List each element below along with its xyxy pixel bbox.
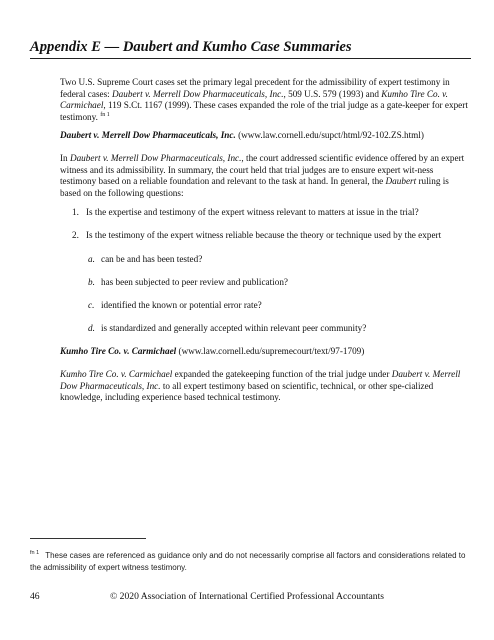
daubert-ruling-name: Daubert bbox=[385, 176, 417, 187]
kumho-url: (www.law.cornell.edu/supremecourt/text/97-1709) bbox=[176, 346, 365, 356]
question-text: Is the expertise and testimony of the expert witness relevant to matters at issue in the trial? bbox=[86, 207, 419, 217]
question-number: 1. bbox=[72, 207, 79, 217]
sub-question-b bbox=[88, 277, 468, 289]
footnote-text: These cases are referenced as guidance only and do not necessarily comprise all factors and considerations related to the admissibility of expert witness testimony. bbox=[30, 551, 466, 572]
sub-text: can be and has been tested? bbox=[101, 254, 203, 264]
footnote-reference: fn 1 bbox=[100, 111, 110, 118]
intro-paragraph bbox=[60, 77, 470, 123]
copyright-notice: © 2020 Association of International Certified Professional Accountants bbox=[110, 591, 384, 602]
daubert-url: (www.law.cornell.edu/supct/html/92-102.ZS.html) bbox=[235, 130, 424, 140]
kumho-section-heading bbox=[60, 346, 470, 358]
sub-question-c bbox=[88, 300, 468, 312]
intro-text-2: , 509 U.S. 579 (1993) and bbox=[283, 88, 382, 99]
kumho-title: Kumho Tire Co. v. Carmichael bbox=[60, 346, 177, 356]
intro-case-kumho: Kumho Tire Co. v. Carmichael bbox=[60, 88, 448, 111]
sub-letter: d. bbox=[88, 323, 95, 333]
question-1 bbox=[72, 207, 472, 219]
intro-text-1: Two U.S. Supreme Court cases set the primary legal precedent for the admissibility of expert testimony in federal cases: bbox=[60, 77, 450, 99]
footnote bbox=[30, 550, 470, 573]
daubert-title: Daubert v. Merrell Dow Pharmaceuticals, Inc. bbox=[60, 130, 236, 140]
question-2 bbox=[72, 230, 472, 242]
heading-rule bbox=[30, 58, 471, 59]
daubert-case-name: Daubert v. Merrell Dow Pharmaceuticals, Inc. bbox=[69, 153, 242, 163]
sub-text: is standardized and generally accepted within relevant peer community? bbox=[101, 323, 367, 333]
daubert-text-2: , the court addressed scientific evidence offered by an expert witness and its admissibility. In summary, the court held that trial judges are to ensure expert wit-ness testimony based on a reliable foundation and relevant to the task at hand. In general, the bbox=[60, 153, 465, 187]
daubert-section-heading bbox=[60, 130, 470, 142]
daubert-text-1: In bbox=[60, 153, 70, 163]
sub-question-a bbox=[88, 254, 468, 266]
sub-question-d bbox=[88, 323, 468, 335]
question-text: Is the testimony of the expert witness reliable because the theory or technique used by the expert bbox=[86, 230, 442, 240]
sub-text: identified the known or potential error rate? bbox=[101, 300, 262, 310]
sub-letter: a. bbox=[88, 254, 95, 264]
question-number: 2. bbox=[72, 230, 79, 240]
sub-text: has been subjected to peer review and publication? bbox=[101, 277, 288, 287]
kumho-case-daubert: Daubert v. Merrell Dow Pharmaceuticals, Inc. bbox=[60, 369, 461, 391]
intro-text-3: , 119 S.Ct. 1167 (1999). These cases expanded the role of the trial judge as a gate-keeper for expert testimony. bbox=[60, 100, 468, 122]
kumho-text-1: expanded the gatekeeping function of the trial judge under bbox=[172, 369, 392, 379]
footnote-rule bbox=[30, 538, 146, 539]
kumho-text-2: to all expert testimony based on scientific, technical, or other spe-cialized knowledge, including experience based technical testimony. bbox=[60, 380, 434, 403]
kumho-paragraph bbox=[60, 369, 470, 404]
sub-letter: c. bbox=[88, 300, 95, 310]
appendix-heading: Appendix E — Daubert and Kumho Case Summaries bbox=[30, 39, 352, 55]
daubert-paragraph bbox=[60, 153, 470, 199]
page-number: 46 bbox=[30, 591, 40, 602]
kumho-case-name: Kumho Tire Co. v. Carmichael bbox=[60, 369, 173, 379]
footnote-mark: fn 1 bbox=[30, 550, 40, 557]
sub-letter: b. bbox=[88, 277, 95, 287]
intro-case-daubert: Daubert v. Merrell Dow Pharmaceuticals, Inc. bbox=[112, 88, 284, 99]
daubert-text-3: ruling is based on the following questions: bbox=[60, 176, 449, 198]
